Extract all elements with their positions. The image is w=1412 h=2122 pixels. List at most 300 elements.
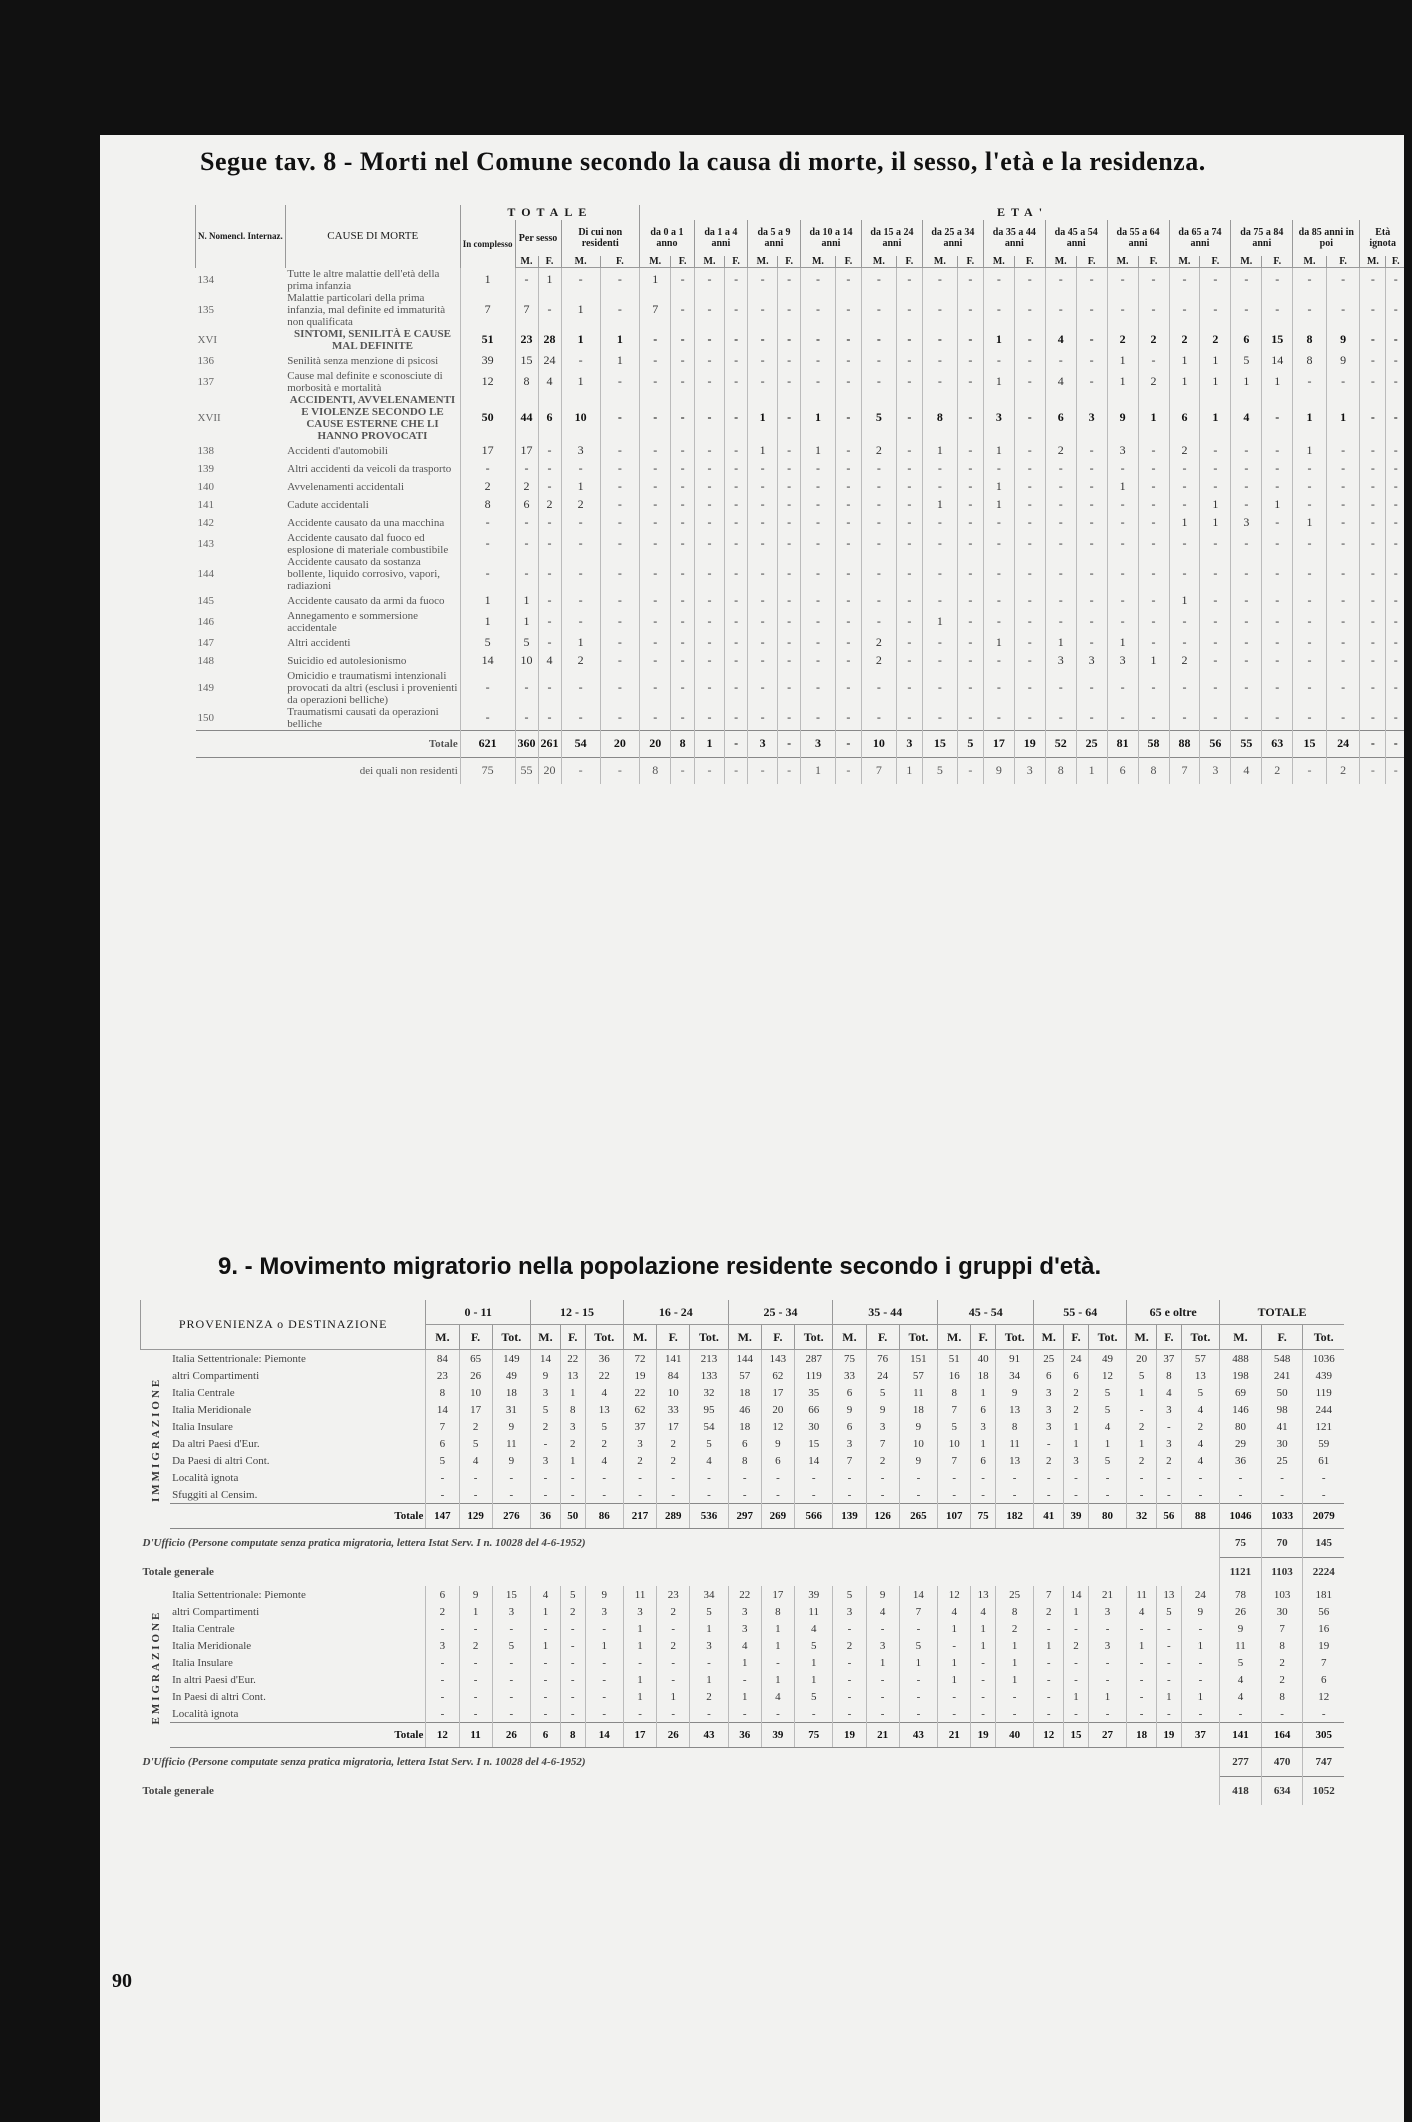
cell-value: - (1360, 442, 1386, 460)
cell-value: - (747, 328, 777, 352)
cell-value: 61 (1303, 1452, 1344, 1469)
cell-value: - (896, 370, 922, 394)
cell-value: 1 (983, 634, 1014, 652)
cell-value: 25 (1076, 730, 1107, 757)
cell-value: - (725, 460, 748, 478)
cell-value: - (640, 532, 671, 556)
cell-value: - (983, 292, 1014, 328)
cell-value: - (1181, 1654, 1219, 1671)
cell-value: - (459, 1671, 492, 1688)
cell-value: - (957, 292, 983, 328)
cell-value: - (694, 556, 724, 592)
cell-value: 277 (1220, 1748, 1262, 1777)
cell-value: - (1014, 652, 1045, 670)
cell-value: - (560, 1469, 585, 1486)
cell-value: - (861, 706, 896, 731)
cell-value: - (896, 706, 922, 731)
cell-value: 3 (747, 730, 777, 757)
cell-value: 1 (761, 1671, 794, 1688)
cell-value: - (1157, 1705, 1182, 1723)
header-m: M. (983, 256, 1014, 268)
cell-value: - (725, 328, 748, 352)
cell-value: 66 (794, 1401, 832, 1418)
cell-value: 121 (1303, 1418, 1344, 1435)
cell-value: - (896, 532, 922, 556)
cell-value: - (1181, 1671, 1219, 1688)
cell-value: 8 (560, 1723, 585, 1748)
cell-value: 1 (761, 1620, 794, 1637)
cell-value: 75 (794, 1723, 832, 1748)
cell-value: 14 (426, 1401, 459, 1418)
cell-value: - (1293, 610, 1327, 634)
cell-value: - (957, 460, 983, 478)
cell-value: - (1181, 1486, 1219, 1504)
row-cause: Cause mal definite e sconosciute di morbosità e mortalità (287, 369, 443, 394)
cell-value: - (560, 1705, 585, 1723)
cell-value: 95 (690, 1401, 728, 1418)
cell-value: 1 (983, 328, 1014, 352)
cell-value: - (694, 592, 724, 610)
cell-value: - (1107, 268, 1138, 292)
cell-value: - (1386, 496, 1404, 514)
cell-value: - (778, 706, 801, 731)
cell-value: - (801, 328, 836, 352)
cell-value: - (538, 532, 561, 556)
cell-value: - (1127, 1620, 1157, 1637)
cell-value: - (1014, 592, 1045, 610)
cell-value: - (1138, 532, 1169, 556)
cell-value: - (640, 556, 671, 592)
cell-value: 3 (690, 1637, 728, 1654)
cell-value: - (1231, 292, 1262, 328)
cell-value: - (957, 706, 983, 731)
cell-value: - (1326, 478, 1360, 496)
cell-value: - (560, 1688, 585, 1705)
cell-value: - (1076, 592, 1107, 610)
cell-value: 49 (1088, 1350, 1126, 1368)
cell-value: - (694, 652, 724, 670)
cell-value: 54 (561, 730, 600, 757)
cell-value: 3 (560, 1418, 585, 1435)
cell-value: - (1262, 268, 1293, 292)
cell-value: 1 (794, 1654, 832, 1671)
cell-value: - (538, 706, 561, 731)
cell-value: 1 (1064, 1435, 1089, 1452)
cell-value: 26 (1220, 1603, 1262, 1620)
cell-value: 182 (995, 1504, 1033, 1529)
cell-value: - (600, 460, 639, 478)
header-f: F. (1014, 256, 1045, 268)
cell-value: - (492, 1469, 530, 1486)
cell-value: 36 (1220, 1452, 1262, 1469)
cell-value: 3 (531, 1452, 561, 1469)
cell-value: 1 (922, 496, 957, 514)
cell-value: - (1034, 1671, 1064, 1688)
cell-value: - (1127, 1705, 1157, 1723)
cell-value: 9 (459, 1586, 492, 1603)
cell-value: 144 (728, 1350, 761, 1368)
cell-value: - (1157, 1671, 1182, 1688)
cell-value: - (957, 634, 983, 652)
cell-value: - (671, 610, 694, 634)
cell-value: 1033 (1261, 1504, 1303, 1529)
cell-value: - (983, 556, 1014, 592)
cell-value: 10 (561, 394, 600, 442)
cell-value: - (640, 352, 671, 370)
cell-value: - (957, 352, 983, 370)
cell-value: 4 (585, 1452, 623, 1469)
cell-value: 4 (459, 1452, 492, 1469)
cell-value: 63 (1262, 730, 1293, 757)
cell-value: 81 (1107, 730, 1138, 757)
cell-value: - (1076, 706, 1107, 731)
cell-value: 9 (899, 1418, 937, 1435)
cell-value: 1 (922, 610, 957, 634)
cell-value: 37 (1181, 1723, 1219, 1748)
cell-value: 72 (623, 1350, 656, 1368)
row-cause: Altri accidenti (287, 636, 351, 649)
cell-value: - (1088, 1620, 1126, 1637)
cell-value: 536 (690, 1504, 728, 1529)
cell-value: - (957, 268, 983, 292)
cell-value: - (801, 556, 836, 592)
cell-value: - (1293, 292, 1327, 328)
cell-value: 6 (971, 1401, 996, 1418)
cell-value: - (747, 532, 777, 556)
cell-value: - (459, 1486, 492, 1504)
cell-value: - (896, 394, 922, 442)
cell-value: - (983, 670, 1014, 706)
migration-table (140, 1300, 1344, 1805)
cell-value: - (1014, 634, 1045, 652)
cell-value: 1 (623, 1671, 656, 1688)
row-label: Totale generale (142, 1784, 214, 1797)
cell-value: 119 (794, 1367, 832, 1384)
cell-value: - (1231, 478, 1262, 496)
cell-value: - (835, 478, 861, 496)
cell-value: - (538, 556, 561, 592)
cell-value: - (957, 496, 983, 514)
cell-value: - (1360, 394, 1386, 442)
cell-value: 8 (1293, 352, 1327, 370)
cell-value: - (1200, 442, 1231, 460)
cell-value: - (938, 1486, 971, 1504)
cell-value: - (801, 370, 836, 394)
cell-value: - (896, 652, 922, 670)
cell-value: - (538, 292, 561, 328)
row-cause: Accidente causato da sostanza bollente, liquido corrosivo, vapori, radiazioni (287, 555, 440, 592)
cell-value: 7 (1169, 757, 1200, 784)
cell-value: - (1076, 556, 1107, 592)
cell-value: - (1014, 670, 1045, 706)
cell-value: - (538, 442, 561, 460)
cell-value: - (1326, 556, 1360, 592)
cell-value: 1 (971, 1435, 996, 1452)
cell-value: 2 (1262, 757, 1293, 784)
cell-value: - (1386, 592, 1404, 610)
header-age-12: Età ignota (1360, 220, 1404, 256)
cell-value: - (531, 1705, 561, 1723)
cell-value: 14 (585, 1723, 623, 1748)
cell-value: - (725, 268, 748, 292)
header-age-1: da 1 a 4 anni (694, 220, 747, 256)
cell-value: 3 (531, 1384, 561, 1401)
cell-value: 3 (1107, 442, 1138, 460)
cell-value: - (1107, 292, 1138, 328)
row-label: Località ignota (172, 1471, 239, 1484)
cell-value: 18 (1127, 1723, 1157, 1748)
cell-value: 25 (1034, 1350, 1064, 1368)
cell-value: - (538, 592, 561, 610)
cell-value: 3 (1045, 652, 1076, 670)
cell-value: 10 (459, 1384, 492, 1401)
cell-value: 141 (657, 1350, 690, 1368)
cell-value: - (671, 532, 694, 556)
cell-value: - (538, 514, 561, 532)
cell-value: 12 (1088, 1367, 1126, 1384)
cell-value: - (1169, 706, 1200, 731)
cell-value: 9 (492, 1418, 530, 1435)
cell-value: - (983, 352, 1014, 370)
cell-value: 1 (747, 442, 777, 460)
cell-value: - (725, 757, 748, 784)
cell-value: 1 (561, 328, 600, 352)
cell-value: 1 (983, 496, 1014, 514)
cell-value: 22 (728, 1586, 761, 1603)
cell-value: - (1014, 532, 1045, 556)
header-f: F. (600, 256, 639, 268)
cause-row (196, 634, 1405, 652)
row-cause: SINTOMI, SENILITÀ E CAUSE MAL DEFINITE (294, 327, 451, 352)
cell-value: 1 (560, 1384, 585, 1401)
cell-value: 2 (1200, 328, 1231, 352)
cell-value: - (801, 352, 836, 370)
cell-value: 3 (728, 1603, 761, 1620)
cell-value: 1 (801, 442, 836, 460)
cell-value: 37 (1157, 1350, 1182, 1368)
cell-value: - (957, 592, 983, 610)
header-sub-tot: Tot. (492, 1325, 530, 1350)
cell-value: 18 (728, 1418, 761, 1435)
cell-value: - (778, 370, 801, 394)
cell-value: - (426, 1620, 459, 1637)
cell-value: - (801, 592, 836, 610)
cell-value: - (657, 1486, 690, 1504)
cell-value: - (538, 670, 561, 706)
emigration-ufficio-row (141, 1748, 1345, 1777)
cell-value: - (861, 556, 896, 592)
header-f: F. (957, 256, 983, 268)
cell-value: - (983, 592, 1014, 610)
row-cause: Traumatismi causati da operazioni belliche (287, 705, 439, 730)
cell-value: - (1076, 514, 1107, 532)
cell-value: 5 (515, 634, 538, 652)
cell-value: - (657, 1469, 690, 1486)
cell-value: 5 (938, 1418, 971, 1435)
cell-value: - (866, 1486, 899, 1504)
cell-value: - (1181, 1620, 1219, 1637)
cell-value: - (983, 706, 1014, 731)
cell-value: - (561, 514, 600, 532)
cell-value: - (957, 652, 983, 670)
migration-row (141, 1603, 1345, 1620)
cell-value: 1 (1293, 442, 1327, 460)
cell-value: - (671, 328, 694, 352)
cell-value: 22 (623, 1384, 656, 1401)
cell-value: 57 (1181, 1350, 1219, 1368)
cell-value: 1 (1138, 652, 1169, 670)
cell-value: - (778, 496, 801, 514)
cell-value: 3 (426, 1637, 459, 1654)
cell-value: - (835, 730, 861, 757)
cell-value: 1 (801, 394, 836, 442)
cell-value: 17 (515, 442, 538, 460)
cell-value: - (538, 634, 561, 652)
cell-value: 11 (492, 1435, 530, 1452)
cell-value: - (747, 610, 777, 634)
cell-value: - (671, 496, 694, 514)
header-f: F. (1326, 256, 1360, 268)
cell-value: 9 (866, 1586, 899, 1603)
cell-value: - (778, 730, 801, 757)
cell-value: - (671, 706, 694, 731)
cell-value: 14 (1262, 352, 1293, 370)
cell-value: - (896, 328, 922, 352)
header-age-0: da 0 a 1 anno (640, 220, 695, 256)
cell-value: 1 (995, 1654, 1033, 1671)
header-m: M. (801, 256, 836, 268)
cell-value: 2 (690, 1688, 728, 1705)
cell-value: - (899, 1688, 937, 1705)
cell-value: 7 (640, 292, 671, 328)
header-sub-m: M. (623, 1325, 656, 1350)
cell-value: - (866, 1469, 899, 1486)
cell-value: - (561, 670, 600, 706)
cell-value: - (1262, 556, 1293, 592)
cell-value: 1 (983, 442, 1014, 460)
cell-value: 5 (899, 1637, 937, 1654)
cell-value: 164 (1261, 1723, 1303, 1748)
cell-value: - (1231, 670, 1262, 706)
cell-value: - (861, 610, 896, 634)
immigration-ufficio-row (141, 1529, 1345, 1558)
cell-value: 7 (866, 1435, 899, 1452)
cell-value: 17 (761, 1384, 794, 1401)
cell-value: - (538, 610, 561, 634)
cell-value: 1 (922, 442, 957, 460)
header-age-7: da 45 a 54 anni (1045, 220, 1107, 256)
header-sub-tot: Tot. (585, 1325, 623, 1350)
row-code: 139 (197, 462, 214, 475)
cell-value: - (1014, 610, 1045, 634)
cell-value: 8 (938, 1384, 971, 1401)
cell-value: - (694, 532, 724, 556)
cell-value: - (585, 1688, 623, 1705)
cell-value: 8 (728, 1452, 761, 1469)
cell-value: - (640, 670, 671, 706)
cell-value: - (1157, 1486, 1182, 1504)
cell-value: - (866, 1688, 899, 1705)
migration-row (141, 1671, 1345, 1688)
cell-value: 43 (899, 1723, 937, 1748)
row-label: D'Ufficio (Persone computate senza pratica migratoria, lettera Istat Serv. I n. 10028 del 4-6-1952) (142, 1537, 586, 1550)
cell-value: 5 (922, 757, 957, 784)
cell-value: 3 (1107, 652, 1138, 670)
cell-value: 241 (1261, 1367, 1303, 1384)
cell-value: - (694, 757, 724, 784)
cell-value: - (1138, 496, 1169, 514)
cell-value: 20 (600, 730, 639, 757)
cell-value: - (725, 478, 748, 496)
cell-value: 9 (1326, 328, 1360, 352)
cell-value: 2 (531, 1418, 561, 1435)
cell-value: - (640, 370, 671, 394)
cell-value: 1 (1293, 514, 1327, 532)
cell-value: 2 (1127, 1418, 1157, 1435)
cell-value: - (671, 556, 694, 592)
cell-value: 36 (531, 1504, 561, 1529)
cell-value: - (957, 370, 983, 394)
cell-value: 17 (623, 1723, 656, 1748)
row-cause: Accidente causato da armi da fuoco (287, 594, 445, 607)
cell-value: - (1045, 352, 1076, 370)
cell-value: - (657, 1654, 690, 1671)
cell-value: - (1326, 442, 1360, 460)
cell-value: 8 (460, 496, 515, 514)
cell-value: - (833, 1620, 866, 1637)
cell-value: - (1360, 478, 1386, 496)
cell-value: - (1231, 496, 1262, 514)
cell-value: - (861, 532, 896, 556)
row-code: 135 (197, 303, 214, 316)
cell-value: - (1360, 592, 1386, 610)
cell-value: 7 (426, 1418, 459, 1435)
cell-value: 1 (1127, 1637, 1157, 1654)
cell-value: 287 (794, 1350, 832, 1368)
cell-value: 36 (585, 1350, 623, 1368)
cell-value: - (983, 610, 1014, 634)
cell-value: - (1088, 1671, 1126, 1688)
cell-value: - (1138, 610, 1169, 634)
row-code: 143 (197, 537, 214, 550)
cell-value: 1036 (1303, 1350, 1344, 1368)
cell-value: 76 (866, 1350, 899, 1368)
cell-value: - (1360, 460, 1386, 478)
cell-value: - (492, 1654, 530, 1671)
cell-value: - (1386, 478, 1404, 496)
cell-value: 198 (1220, 1367, 1262, 1384)
cell-value: 634 (1261, 1777, 1303, 1806)
cell-value: - (747, 268, 777, 292)
cell-value: - (794, 1486, 832, 1504)
cell-value: 470 (1261, 1748, 1303, 1777)
cell-value: 1 (1200, 352, 1231, 370)
cell-value: - (922, 556, 957, 592)
cell-value: 1 (1064, 1688, 1089, 1705)
cell-value: 1 (623, 1620, 656, 1637)
cell-value: - (426, 1688, 459, 1705)
header-m: M. (694, 256, 724, 268)
cell-value: - (531, 1620, 561, 1637)
cell-value: 1 (561, 478, 600, 496)
cell-value: 1 (690, 1620, 728, 1637)
cell-value: 305 (1303, 1723, 1344, 1748)
cell-value: 1 (1107, 478, 1138, 496)
row-code: 137 (197, 375, 214, 388)
cell-value: - (747, 478, 777, 496)
header-total: In complesso (460, 220, 515, 268)
cell-value: - (725, 634, 748, 652)
